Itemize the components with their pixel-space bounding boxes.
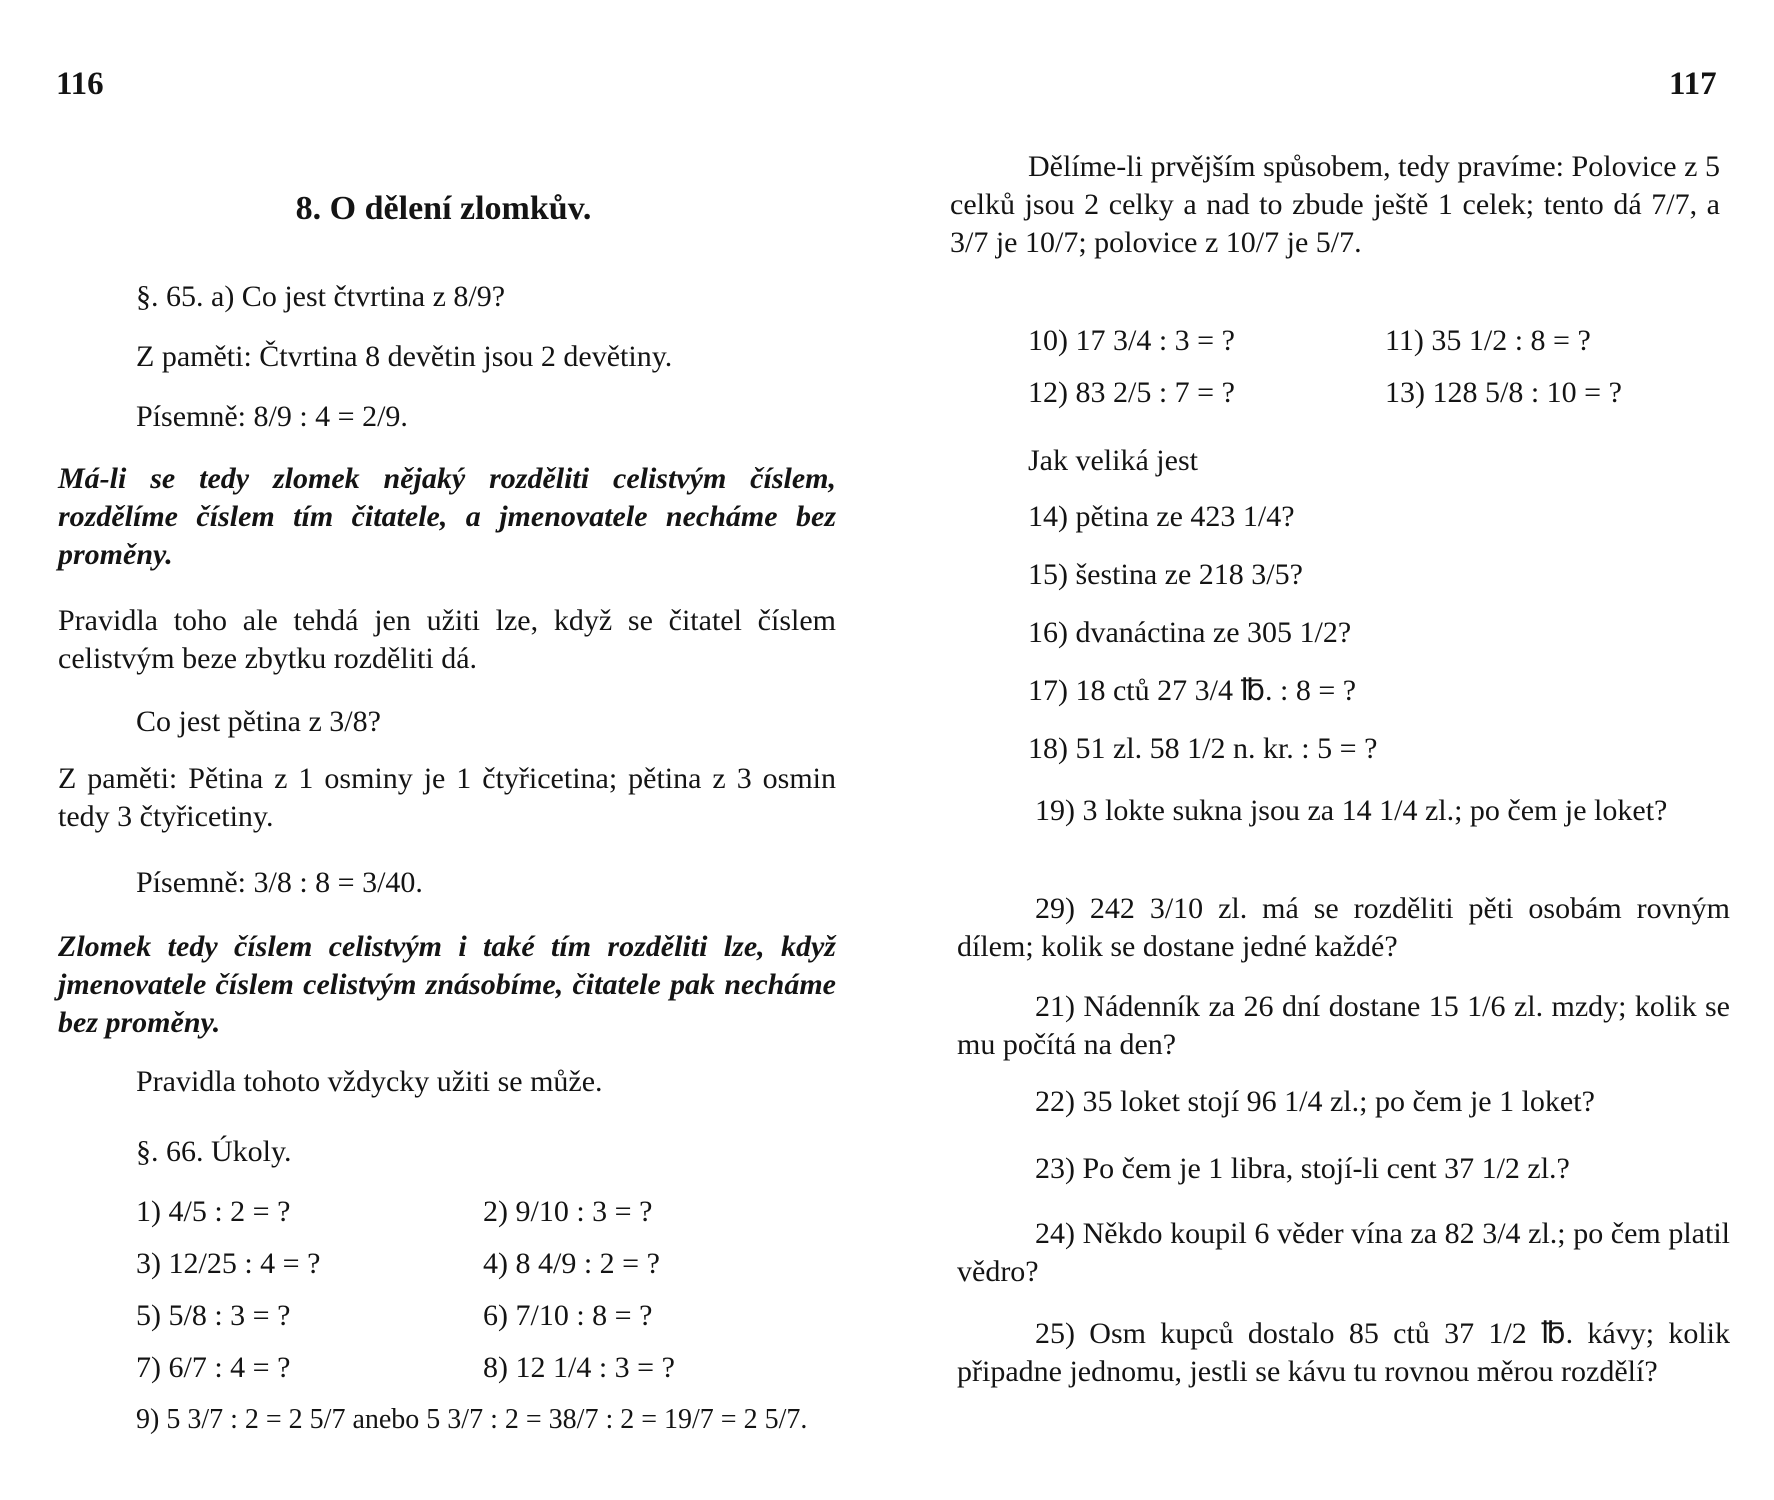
task-7: 7) 6/7 : 4 = ? bbox=[136, 1351, 291, 1384]
rule-note-2: Pravidla tohoto vždycky užiti se může. bbox=[136, 1065, 603, 1098]
task-10: 10) 17 3/4 : 3 = ? bbox=[1028, 324, 1235, 357]
task-17: 17) 18 ctů 27 3/4 ℔. : 8 = ? bbox=[1028, 674, 1357, 707]
task-4: 4) 8 4/9 : 2 = ? bbox=[483, 1247, 660, 1280]
task-2: 2) 9/10 : 3 = ? bbox=[483, 1195, 653, 1228]
task-29: 29) 242 3/10 zl. má se rozděliti pěti osobám rovným dílem; kolik se dostane jedné každé? bbox=[957, 892, 1730, 963]
question-petina: Co jest pětina z 3/8? bbox=[136, 705, 381, 738]
task-23: 23) Po čem je 1 libra, stojí-li cent 37 1/2 zl.? bbox=[1035, 1152, 1570, 1185]
task-8: 8) 12 1/4 : 3 = ? bbox=[483, 1351, 675, 1384]
task-15: 15) šestina ze 218 3/5? bbox=[1028, 558, 1303, 591]
task-22: 22) 35 loket stojí 96 1/4 zl.; po čem je 1 loket? bbox=[1035, 1085, 1595, 1118]
task-6: 6) 7/10 : 8 = ? bbox=[483, 1299, 653, 1332]
task-14: 14) pětina ze 423 1/4? bbox=[1028, 500, 1295, 533]
task-21: 21) Nádenník za 26 dní dostane 15 1/6 zl. mzdy; kolik se mu počítá na den? bbox=[957, 990, 1730, 1061]
task-1: 1) 4/5 : 2 = ? bbox=[136, 1195, 291, 1228]
task-19: 19) 3 lokte sukna jsou za 14 1/4 zl.; po čem je loket? bbox=[1035, 794, 1668, 827]
intro-paragraph: Dělíme-li prvějším spůsobem, tedy pravíme: Polovice z 5 celků jsou 2 celky a nad to zbude ještě 1 celek; tento dá 7/7, a 3/7 je 10/7; polovice z 10/7 je 5/7. bbox=[950, 150, 1720, 259]
paragraph-65: §. 65. a) Co jest čtvrtina z 8/9? bbox=[136, 280, 506, 313]
rule-2: Zlomek tedy číslem celistvým i také tím rozděliti lze, když jmenovatele číslem celistvým znásobíme, čitatele pak necháme bez proměny. bbox=[58, 930, 836, 1039]
rule-note-1: Pravidla toho ale tehdá jen užiti lze, když se čitatel číslem celistvým beze zbytku rozděliti dá. bbox=[58, 604, 836, 675]
written-solution-1: Písemně: 8/9 : 4 = 2/9. bbox=[136, 400, 408, 433]
paragraph-66: §. 66. Úkoly. bbox=[136, 1135, 292, 1168]
task-18: 18) 51 zl. 58 1/2 n. kr. : 5 = ? bbox=[1028, 732, 1378, 765]
right-page bbox=[887, 0, 1774, 1500]
section-heading: 8. O dělení zlomkův. bbox=[295, 190, 592, 227]
task-24: 24) Někdo koupil 6 věder vína za 82 3/4 zl.; po čem platil vědro? bbox=[957, 1217, 1730, 1288]
task-9: 9) 5 3/7 : 2 = 2 5/7 anebo 5 3/7 : 2 = 38/7 : 2 = 19/7 = 2 5/7. bbox=[136, 1404, 808, 1435]
task-3: 3) 12/25 : 4 = ? bbox=[136, 1247, 321, 1280]
task-16: 16) dvanáctina ze 305 1/2? bbox=[1028, 616, 1352, 649]
task-13: 13) 128 5/8 : 10 = ? bbox=[1385, 376, 1622, 409]
task-12: 12) 83 2/5 : 7 = ? bbox=[1028, 376, 1235, 409]
question-heading: Jak veliká jest bbox=[1028, 444, 1198, 477]
rule-1: Má-li se tedy zlomek nějaký rozděliti celistvým číslem, rozdělíme číslem tím čitatele, a jmenovatele necháme bez proměny. bbox=[58, 462, 836, 571]
page-number: 117 bbox=[1669, 66, 1717, 102]
task-11: 11) 35 1/2 : 8 = ? bbox=[1385, 324, 1591, 357]
written-solution-2: Písemně: 3/8 : 8 = 3/40. bbox=[136, 866, 423, 899]
task-25: 25) Osm kupců dostalo 85 ctů 37 1/2 ℔. kávy; kolik připadne jednomu, jestli se kávu tu rovnou měrou rozdělí? bbox=[957, 1317, 1730, 1388]
task-5: 5) 5/8 : 3 = ? bbox=[136, 1299, 291, 1332]
mental-solution-2: Z paměti: Pětina z 1 osminy je 1 čtyřicetina; pětina z 3 osmin tedy 3 čtyřicetiny. bbox=[58, 762, 836, 833]
mental-solution-1: Z paměti: Čtvrtina 8 devětin jsou 2 devětiny. bbox=[136, 340, 673, 373]
page-number: 116 bbox=[56, 66, 104, 102]
